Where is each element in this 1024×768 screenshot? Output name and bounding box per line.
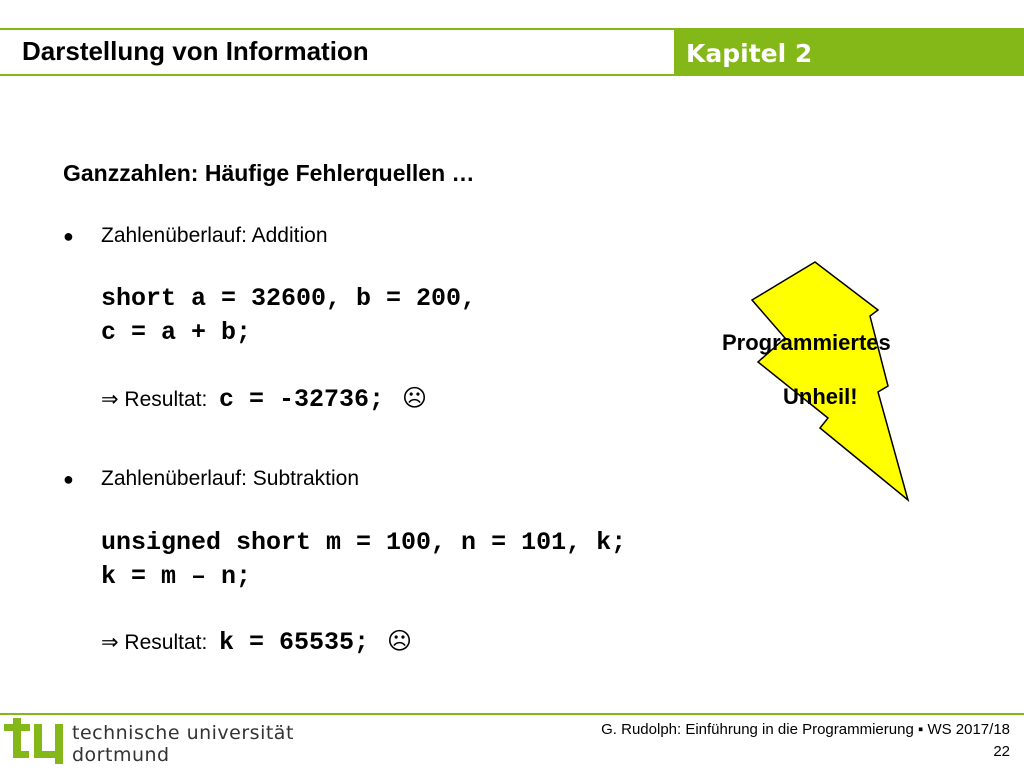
frown-icon: ☹ — [402, 384, 428, 412]
result-line-subtraction — [101, 627, 412, 657]
slide-title: Darstellung von Information — [22, 36, 369, 66]
bullet-icon: ● — [63, 226, 74, 246]
university-name — [72, 722, 294, 766]
warning-line-1: Programmiertes — [722, 330, 891, 355]
code-line: c = a + b; — [101, 318, 252, 347]
chapter-tab — [674, 30, 1024, 74]
university-line-2: dortmund — [72, 744, 170, 766]
frown-icon: ☹ — [387, 627, 413, 655]
code-line: short a = 32600, b = 200, — [101, 284, 477, 313]
result-line-addition — [101, 384, 427, 414]
bullet-icon: ● — [63, 469, 74, 489]
university-line-1: technische universität — [72, 722, 294, 744]
result-label: ⇒ Resultat: — [101, 631, 208, 654]
footer-credit: G. Rudolph: Einführung in die Programmierung ▪ WS 2017/18 — [601, 721, 1010, 738]
lightning-bolt-icon — [750, 258, 915, 504]
result-code: k = 65535; — [218, 628, 370, 657]
chapter-label: Kapitel 2 — [686, 39, 813, 68]
tu-logo — [4, 718, 64, 764]
code-line: unsigned short m = 100, n = 101, k; — [101, 528, 627, 557]
bullet-label-subtraction: Zahlenüberlauf: Subtraktion — [101, 467, 359, 490]
page-number: 22 — [993, 743, 1010, 760]
code-line: k = m – n; — [101, 562, 252, 591]
warning-line-2: Unheil! — [783, 384, 858, 409]
header-bottom-rule — [0, 74, 1024, 76]
result-code: c = -32736; — [218, 385, 385, 414]
bullet-label-addition: Zahlenüberlauf: Addition — [101, 224, 328, 247]
footer-rule — [0, 713, 1024, 715]
section-heading: Ganzzahlen: Häufige Fehlerquellen … — [63, 160, 475, 186]
result-label: ⇒ Resultat: — [101, 388, 208, 411]
